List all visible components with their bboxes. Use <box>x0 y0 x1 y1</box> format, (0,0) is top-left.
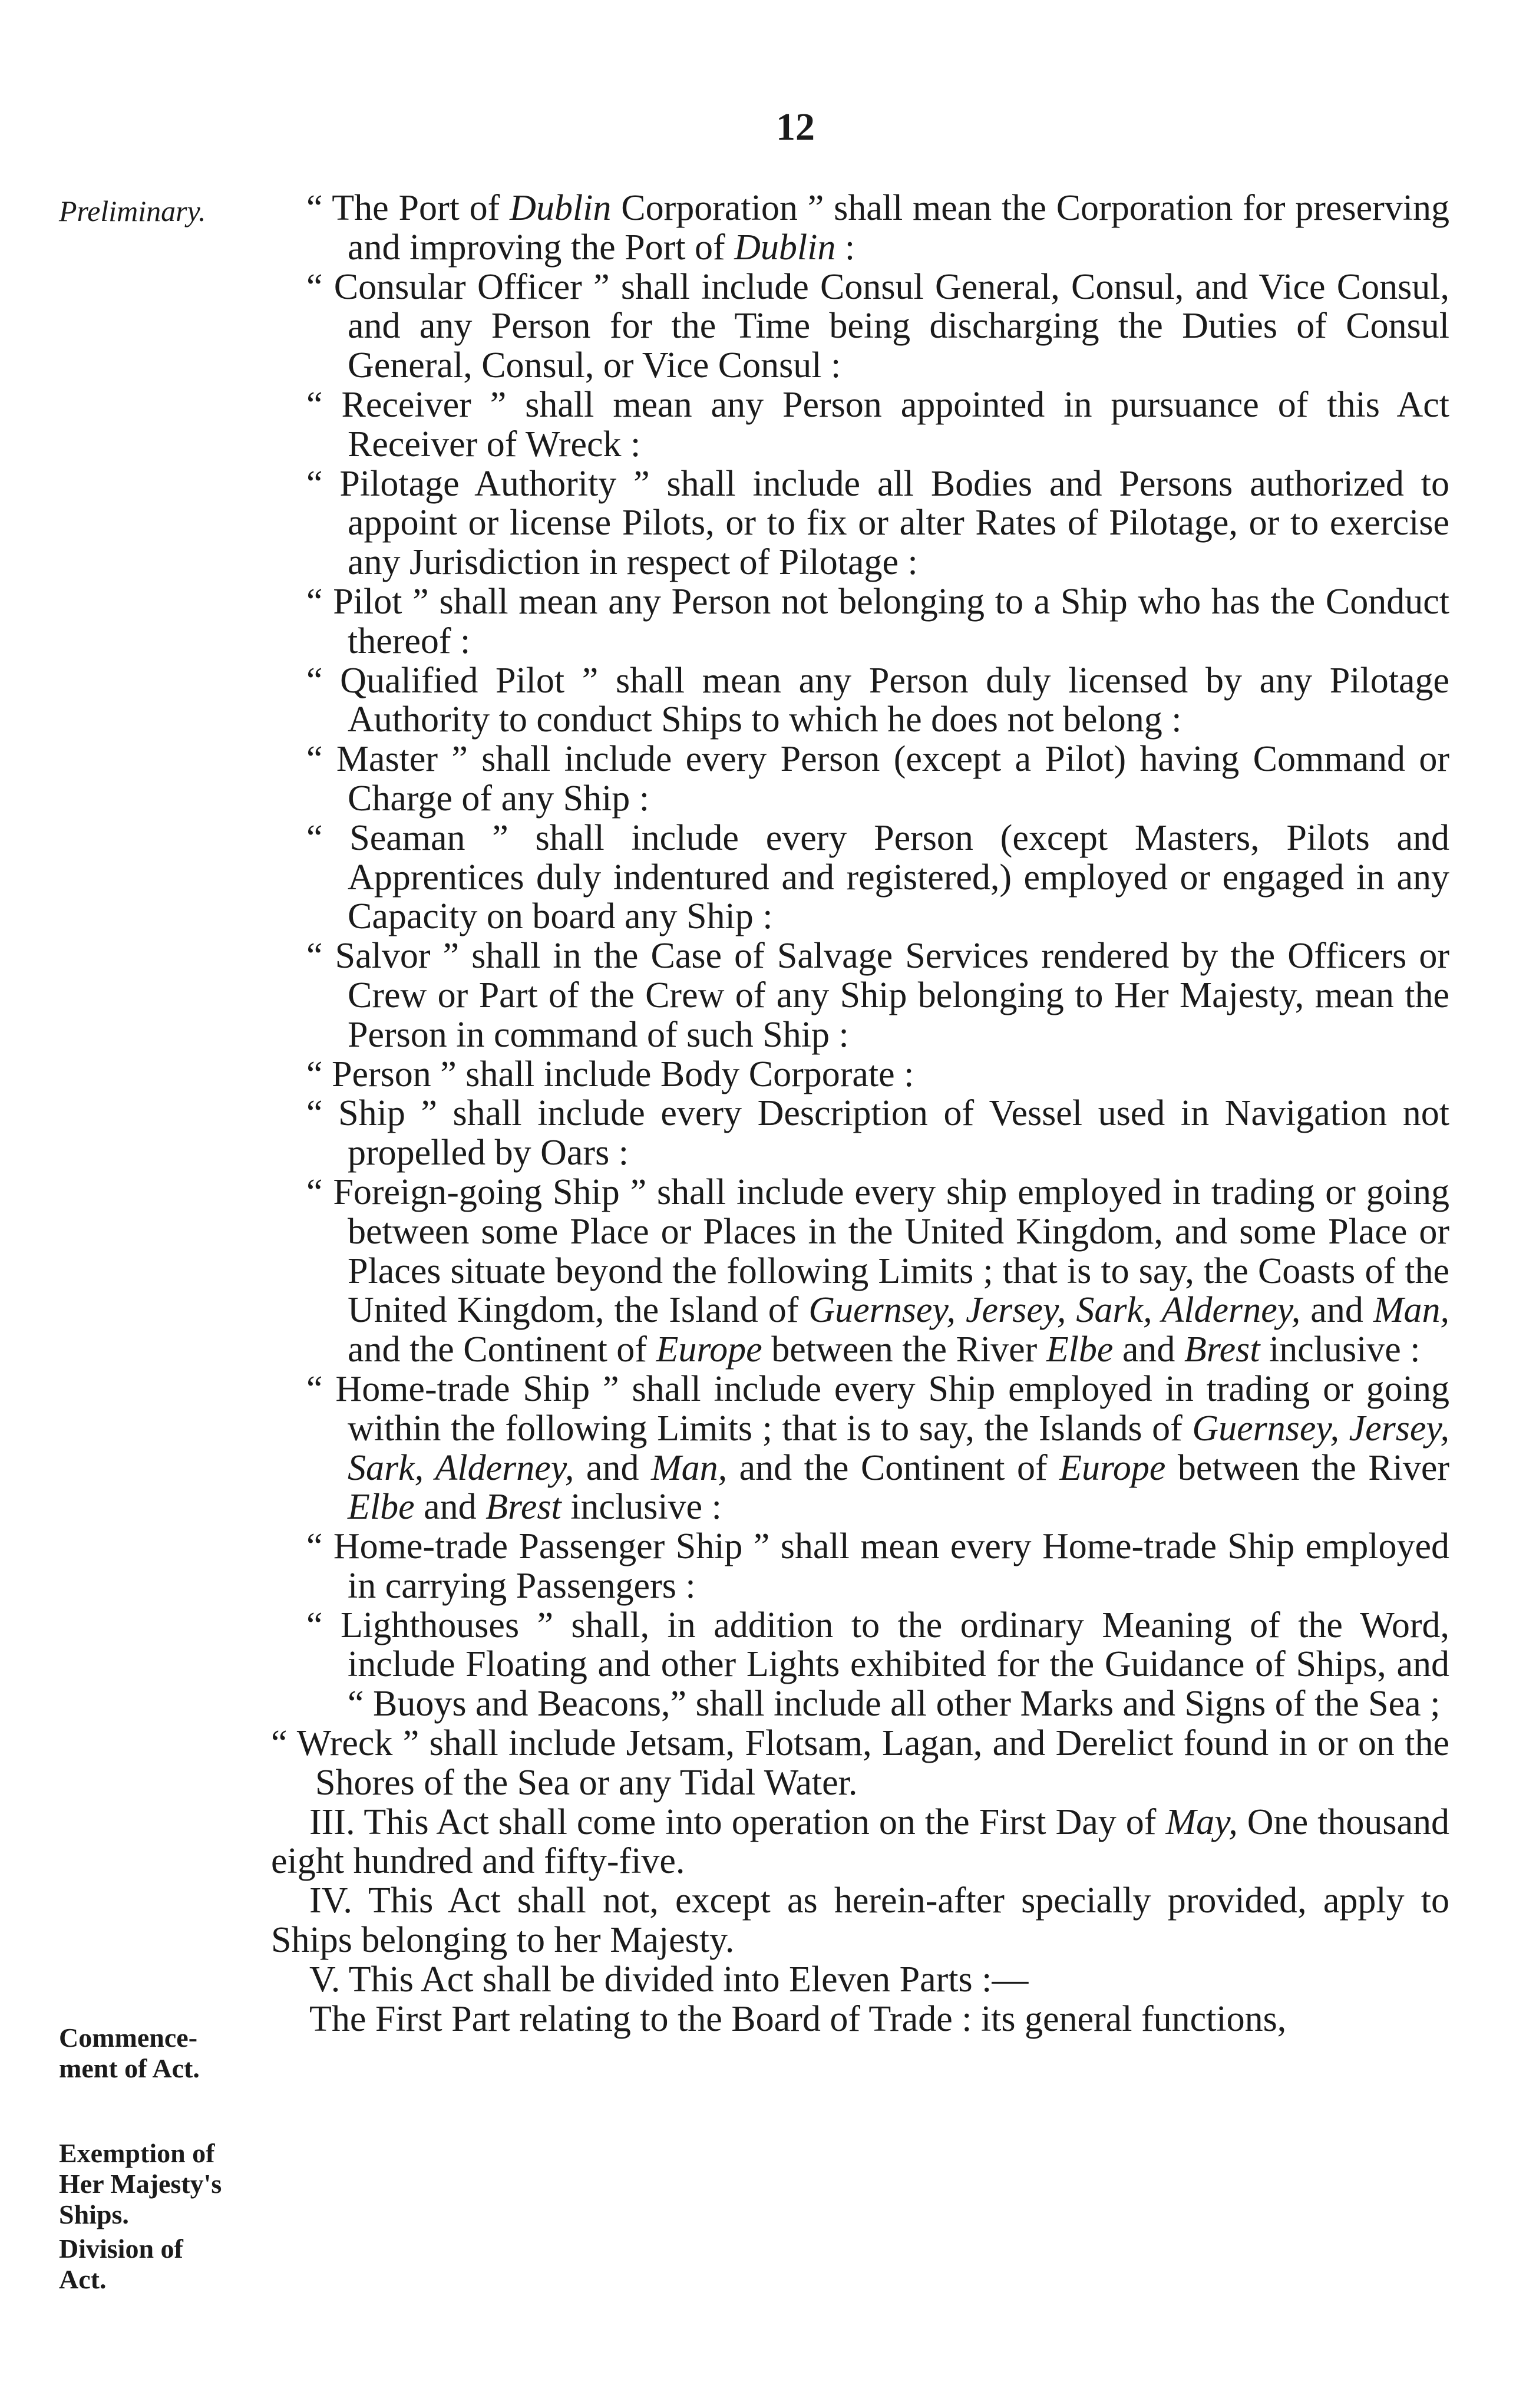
definition-consular-officer: “ Consular Officer ” shall include Consul General, Consul, and Vice Consul, and any Person for the Time being discharging the Duties of Consul General, Consul, or Vice Consul : <box>306 266 1449 386</box>
text-run-italic: Elbe <box>348 1487 415 1528</box>
definition-foreign-going-ship <box>271 1173 1449 1370</box>
text-run-italic: Elbe <box>1046 1330 1114 1370</box>
main-text <box>271 189 1449 2038</box>
text-run: Corporation ” shall mean the Corporation for preserving and improving the Port of <box>348 188 1449 268</box>
section-4-exemption: IV. This Act shall not, except as herein-after specially provided, apply to Ships belonging to her Majesty. <box>271 1881 1449 1961</box>
text-run: “ Home-trade Ship ” shall include every Ship employed in trading or going within the following Limits ; that is to say, the Islands of <box>306 1368 1449 1449</box>
section-5-division: V. This Act shall be divided into Eleven Parts :— <box>309 1959 1029 2000</box>
part-one-description: The First Part relating to the Board of Trade : its general functions, <box>309 1998 1287 2039</box>
definition-home-trade-passenger-ship: “ Home-trade Passenger Ship ” shall mean every Home-trade Ship employed in carrying Passengers : <box>306 1526 1449 1606</box>
margin-note-preliminary <box>59 196 289 226</box>
definition-person: “ Person ” shall include Body Corporate : <box>306 1054 914 1094</box>
margin-note-exemption <box>59 2138 289 2230</box>
text-run: between the River <box>1165 1447 1449 1488</box>
definition-lighthouses: “ Lighthouses ” shall, in addition to the ordinary Meaning of the Word, include Floating and other Lights exhibited for the Guidance of Ships, and “ Buoys and Beacons,” shall include all other Marks and Signs of the Sea ; <box>306 1605 1449 1724</box>
margin-note-line: Her Majesty's <box>59 2169 222 2199</box>
text-run-italic: Guernsey, Jersey, Sark, Alderney, <box>808 1290 1301 1331</box>
page-number: 12 <box>776 105 815 149</box>
text-run-italic: May, <box>1165 1802 1238 1842</box>
definition-ship: “ Ship ” shall include every Description of Vessel used in Navigation not propelled by Oars : <box>306 1093 1449 1173</box>
text-run: : <box>835 227 856 268</box>
margin-note-commencement <box>59 2023 289 2084</box>
definition-receiver: “ Receiver ” shall mean any Person appointed in pursuance of this Act Receiver of Wreck : <box>306 384 1449 464</box>
text-run-italic: Europe <box>656 1330 762 1370</box>
text-run-italic: Man, <box>1373 1290 1449 1331</box>
margin-note-line: Division of <box>59 2234 183 2264</box>
text-run: and <box>1113 1330 1184 1370</box>
margin-note-preliminary-text: Preliminary. <box>59 194 206 227</box>
text-run-italic: Man, <box>650 1447 728 1488</box>
margin-note-line: Ships. <box>59 2199 129 2229</box>
text-run: and the Continent of <box>727 1447 1060 1488</box>
definition-salvor: “ Salvor ” shall in the Case of Salvage Services rendered by the Officers or Crew or Part of the Crew of any Ship belonging to Her Majesty, mean the Person in command of such Ship : <box>306 936 1449 1055</box>
text-run: and <box>574 1447 651 1488</box>
margin-note-line: Exemption of <box>59 2138 215 2168</box>
text-run-italic: Brest <box>1184 1330 1260 1370</box>
definition-port-of-dublin <box>271 189 1449 268</box>
text-run: and <box>1300 1290 1373 1331</box>
definition-master: “ Master ” shall include every Person (except a Pilot) having Command or Charge of any Ship : <box>306 739 1449 819</box>
text-run-italic: Dublin <box>734 227 836 268</box>
definition-qualified-pilot: “ Qualified Pilot ” shall mean any Person duly licensed by any Pilotage Authority to conduct Ships to which he does not belong : <box>306 660 1449 740</box>
text-run: One thousand eight hundred and fifty-five. <box>271 1802 1449 1882</box>
text-run: and <box>414 1487 486 1528</box>
text-run-italic: Guernsey, Jersey, Sark, Alderney, <box>348 1408 1449 1488</box>
text-run: III. This Act shall come into operation on the First Day of <box>309 1802 1166 1842</box>
margin-note-line: ment of Act. <box>59 2053 200 2083</box>
definition-pilotage-authority: “ Pilotage Authority ” shall include all Bodies and Persons authorized to appoint or license Pilots, or to fix or alter Rates of Pilotage, or to exercise any Jurisdiction in respect of Pilotage : <box>306 463 1449 583</box>
definition-home-trade-ship <box>271 1370 1449 1527</box>
text-run: inclusive : <box>1260 1330 1421 1370</box>
text-run-italic: Brest <box>485 1487 561 1528</box>
text-run: “ Foreign-going Ship ” shall include every ship employed in trading or going between some Place or Places in the United Kingdom, and some Place or Places situate beyond the following Limits ; that is to say, the Coasts of the United Kingdom, the Island of <box>306 1172 1449 1331</box>
text-run: and the Continent of <box>348 1330 656 1370</box>
definition-wreck: “ Wreck ” shall include Jetsam, Flotsam, Lagan, and Derelict found in or on the Shores of the Sea or any Tidal Water. <box>271 1723 1449 1803</box>
margin-note-division <box>59 2234 289 2295</box>
text-run: inclusive : <box>561 1487 722 1528</box>
text-run-italic: Europe <box>1059 1447 1166 1488</box>
definition-seaman: “ Seaman ” shall include every Person (except Masters, Pilots and Apprentices duly indentured and registered,) employed or engaged in any Capacity on board any Ship : <box>306 817 1449 937</box>
text-run: between the River <box>762 1330 1046 1370</box>
text-run-italic: Dublin <box>510 188 612 228</box>
definition-pilot: “ Pilot ” shall mean any Person not belonging to a Ship who has the Conduct thereof : <box>306 581 1449 661</box>
margin-note-line: Act. <box>59 2264 107 2294</box>
text-run: “ The Port of <box>306 188 510 228</box>
margin-note-line: Commence- <box>59 2023 198 2053</box>
section-3-commencement <box>271 1803 1449 1882</box>
